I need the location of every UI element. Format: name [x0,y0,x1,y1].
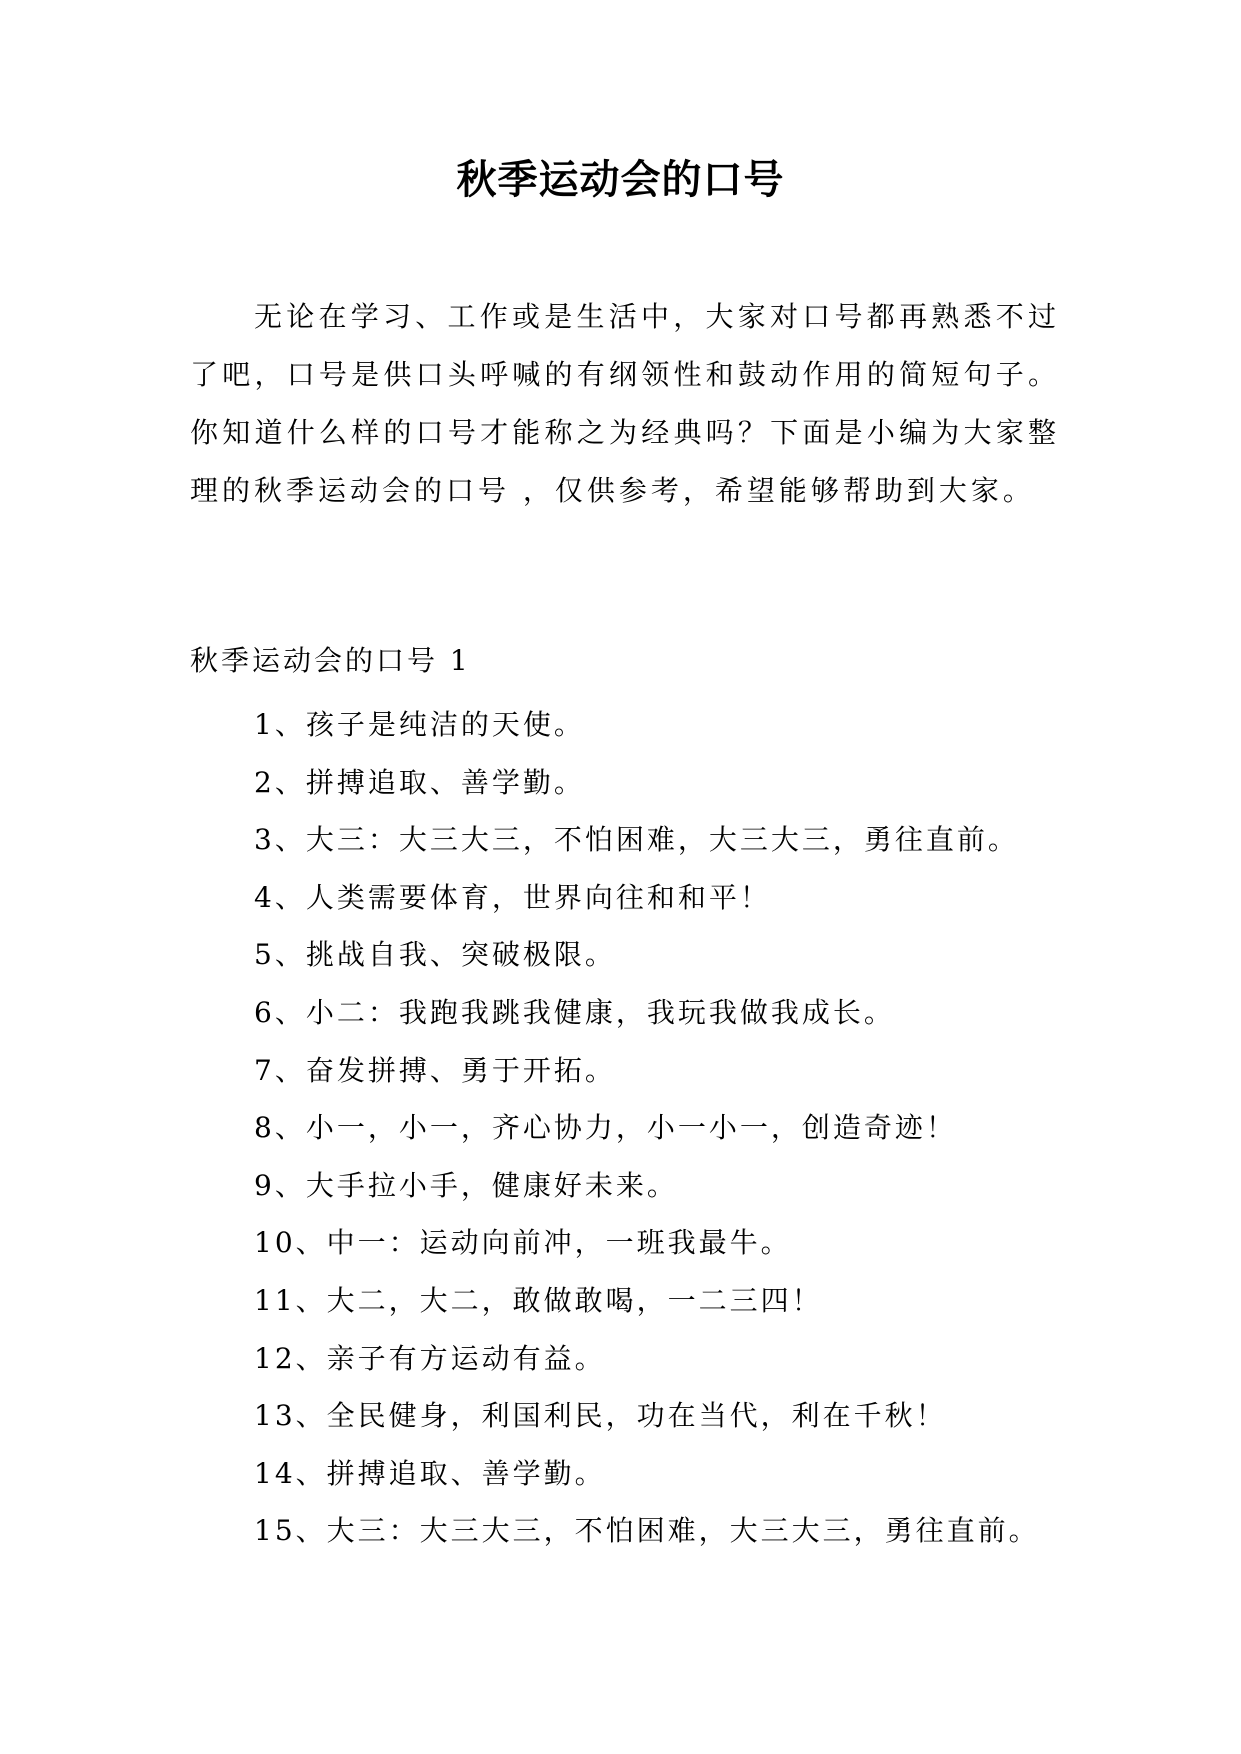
slogan-item: 14、拼搏追取、善学勤。 [254,1456,606,1490]
slogan-item: 3、大三：大三大三，不怕困难，大三大三，勇往直前。 [254,823,1019,857]
section-heading: 秋季运动会的口号 1 [190,644,471,677]
slogan-item: 1、孩子是纯洁的天使。 [254,708,585,741]
slogan-item: 10、中一：运动向前冲，一班我最牛。 [254,1226,792,1260]
slogan-item: 12、亲子有方运动有益。 [254,1341,606,1375]
slogan-item: 6、小二：我跑我跳我健康，我玩我做我成长。 [254,995,895,1029]
slogan-item: 4、人类需要体育，世界向往和和平！ [254,880,771,914]
document-title: 秋季运动会的口号 [456,157,785,203]
slogan-item: 13、全民健身，利国利民，功在当代，利在千秋！ [254,1399,947,1433]
slogan-list [254,696,1040,1560]
slogan-item: 9、大手拉小手，健康好未来。 [254,1168,678,1202]
slogan-item: 7、奋发拼搏、勇于开拓。 [254,1053,616,1087]
slogan-item: 11、大二，大二，敢做敢喝，一二三四！ [254,1283,823,1317]
slogan-item: 2、拼搏追取、善学勤。 [254,765,585,799]
slogan-item: 8、小一，小一，齐心协力，小一小一，创造奇迹！ [254,1111,957,1145]
slogan-item: 5、挑战自我、突破极限。 [254,938,616,972]
intro-paragraph: 无论在学习、工作或是生活中，大家对口号都再熟悉不过了吧，口号是供口头呼喊的有纲领性和鼓动作用的简短句子。你知道什么样的口号才能称之为经典吗？下面是小编为大家整理的秋季运动会的口号 ，仅供参考，希望能够帮助到大家。 [190,300,1060,507]
slogan-item: 15、大三：大三大三，不怕困难，大三大三，勇往直前。 [254,1514,1040,1548]
